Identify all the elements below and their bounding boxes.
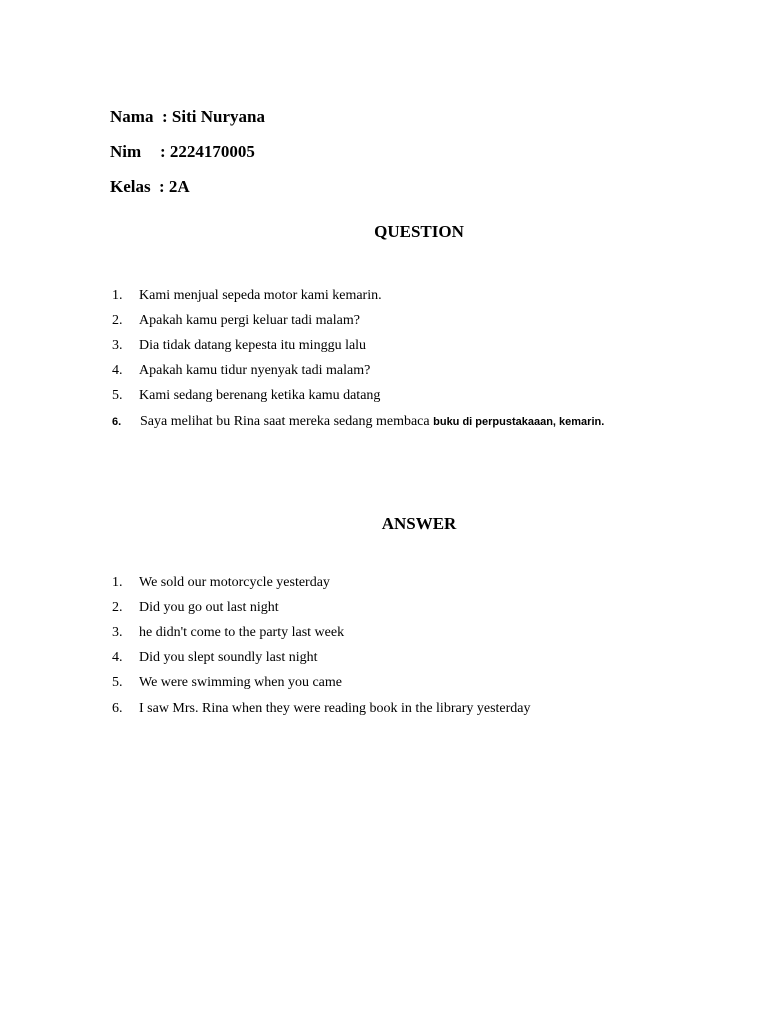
answer-number-5: 5. bbox=[112, 675, 123, 690]
answer-item-2 bbox=[112, 599, 279, 617]
question-text-2: Apakah kamu pergi keluar tadi malam? bbox=[139, 313, 360, 328]
answer-number-3: 3. bbox=[112, 625, 123, 640]
question-text-6: Saya melihat bu Rina saat mereka sedang membaca bbox=[140, 414, 434, 429]
kelas-label: Kelas bbox=[110, 177, 151, 196]
answer-text-6: I saw Mrs. Rina when they were reading book in the library yesterday bbox=[139, 701, 531, 716]
question-number-6: 6. bbox=[112, 416, 122, 428]
answer-number-1: 1. bbox=[112, 575, 123, 590]
answer-number-4: 4. bbox=[112, 650, 123, 665]
nim-value: : 2224170005 bbox=[160, 142, 255, 161]
name-label: Nama bbox=[110, 107, 154, 126]
name-value: : Siti Nuryana bbox=[162, 107, 265, 126]
question-title: QUESTION bbox=[374, 222, 464, 241]
nim-label: Nim bbox=[110, 142, 142, 161]
question-number-5: 5. bbox=[112, 388, 123, 403]
answer-text-3: he didn't come to the party last week bbox=[139, 625, 345, 640]
question-item-4 bbox=[112, 362, 370, 380]
answer-text-2: Did you go out last night bbox=[139, 600, 279, 615]
answer-number-6: 6. bbox=[112, 701, 123, 716]
answer-text-5: We were swimming when you came bbox=[139, 675, 342, 690]
question-text-4: Apakah kamu tidur nyenyak tadi malam? bbox=[139, 363, 371, 378]
question-number-4: 4. bbox=[112, 363, 123, 378]
answer-text-4: Did you slept soundly last night bbox=[139, 650, 318, 665]
answer-item-4 bbox=[112, 649, 318, 667]
answer-text-1: We sold our motorcycle yesterday bbox=[139, 575, 330, 590]
kelas-line bbox=[93, 157, 190, 217]
answer-number-2: 2. bbox=[112, 600, 123, 615]
question-text-1: Kami menjual sepeda motor kami kemarin. bbox=[139, 288, 382, 303]
question-number-3: 3. bbox=[112, 338, 123, 353]
question-text-5: Kami sedang berenang ketika kamu datang bbox=[139, 388, 381, 403]
answer-item-5 bbox=[112, 674, 342, 692]
question-number-2: 2. bbox=[112, 313, 123, 328]
question-item-6 bbox=[112, 413, 604, 431]
answer-title: ANSWER bbox=[381, 514, 457, 533]
question-item-2 bbox=[112, 312, 360, 330]
answer-item-6 bbox=[112, 700, 531, 718]
answer-item-1 bbox=[112, 574, 330, 592]
question-item-1 bbox=[112, 287, 382, 305]
kelas-value: : 2A bbox=[159, 177, 190, 196]
answer-item-3 bbox=[112, 624, 344, 642]
question-item-5 bbox=[112, 387, 380, 405]
question-text-3: Dia tidak datang kepesta itu minggu lalu bbox=[139, 338, 367, 353]
question-text-6-tail: buku di perpustakaaan, kemarin. bbox=[433, 416, 605, 428]
question-item-3 bbox=[112, 337, 366, 355]
question-number-1: 1. bbox=[112, 288, 123, 303]
